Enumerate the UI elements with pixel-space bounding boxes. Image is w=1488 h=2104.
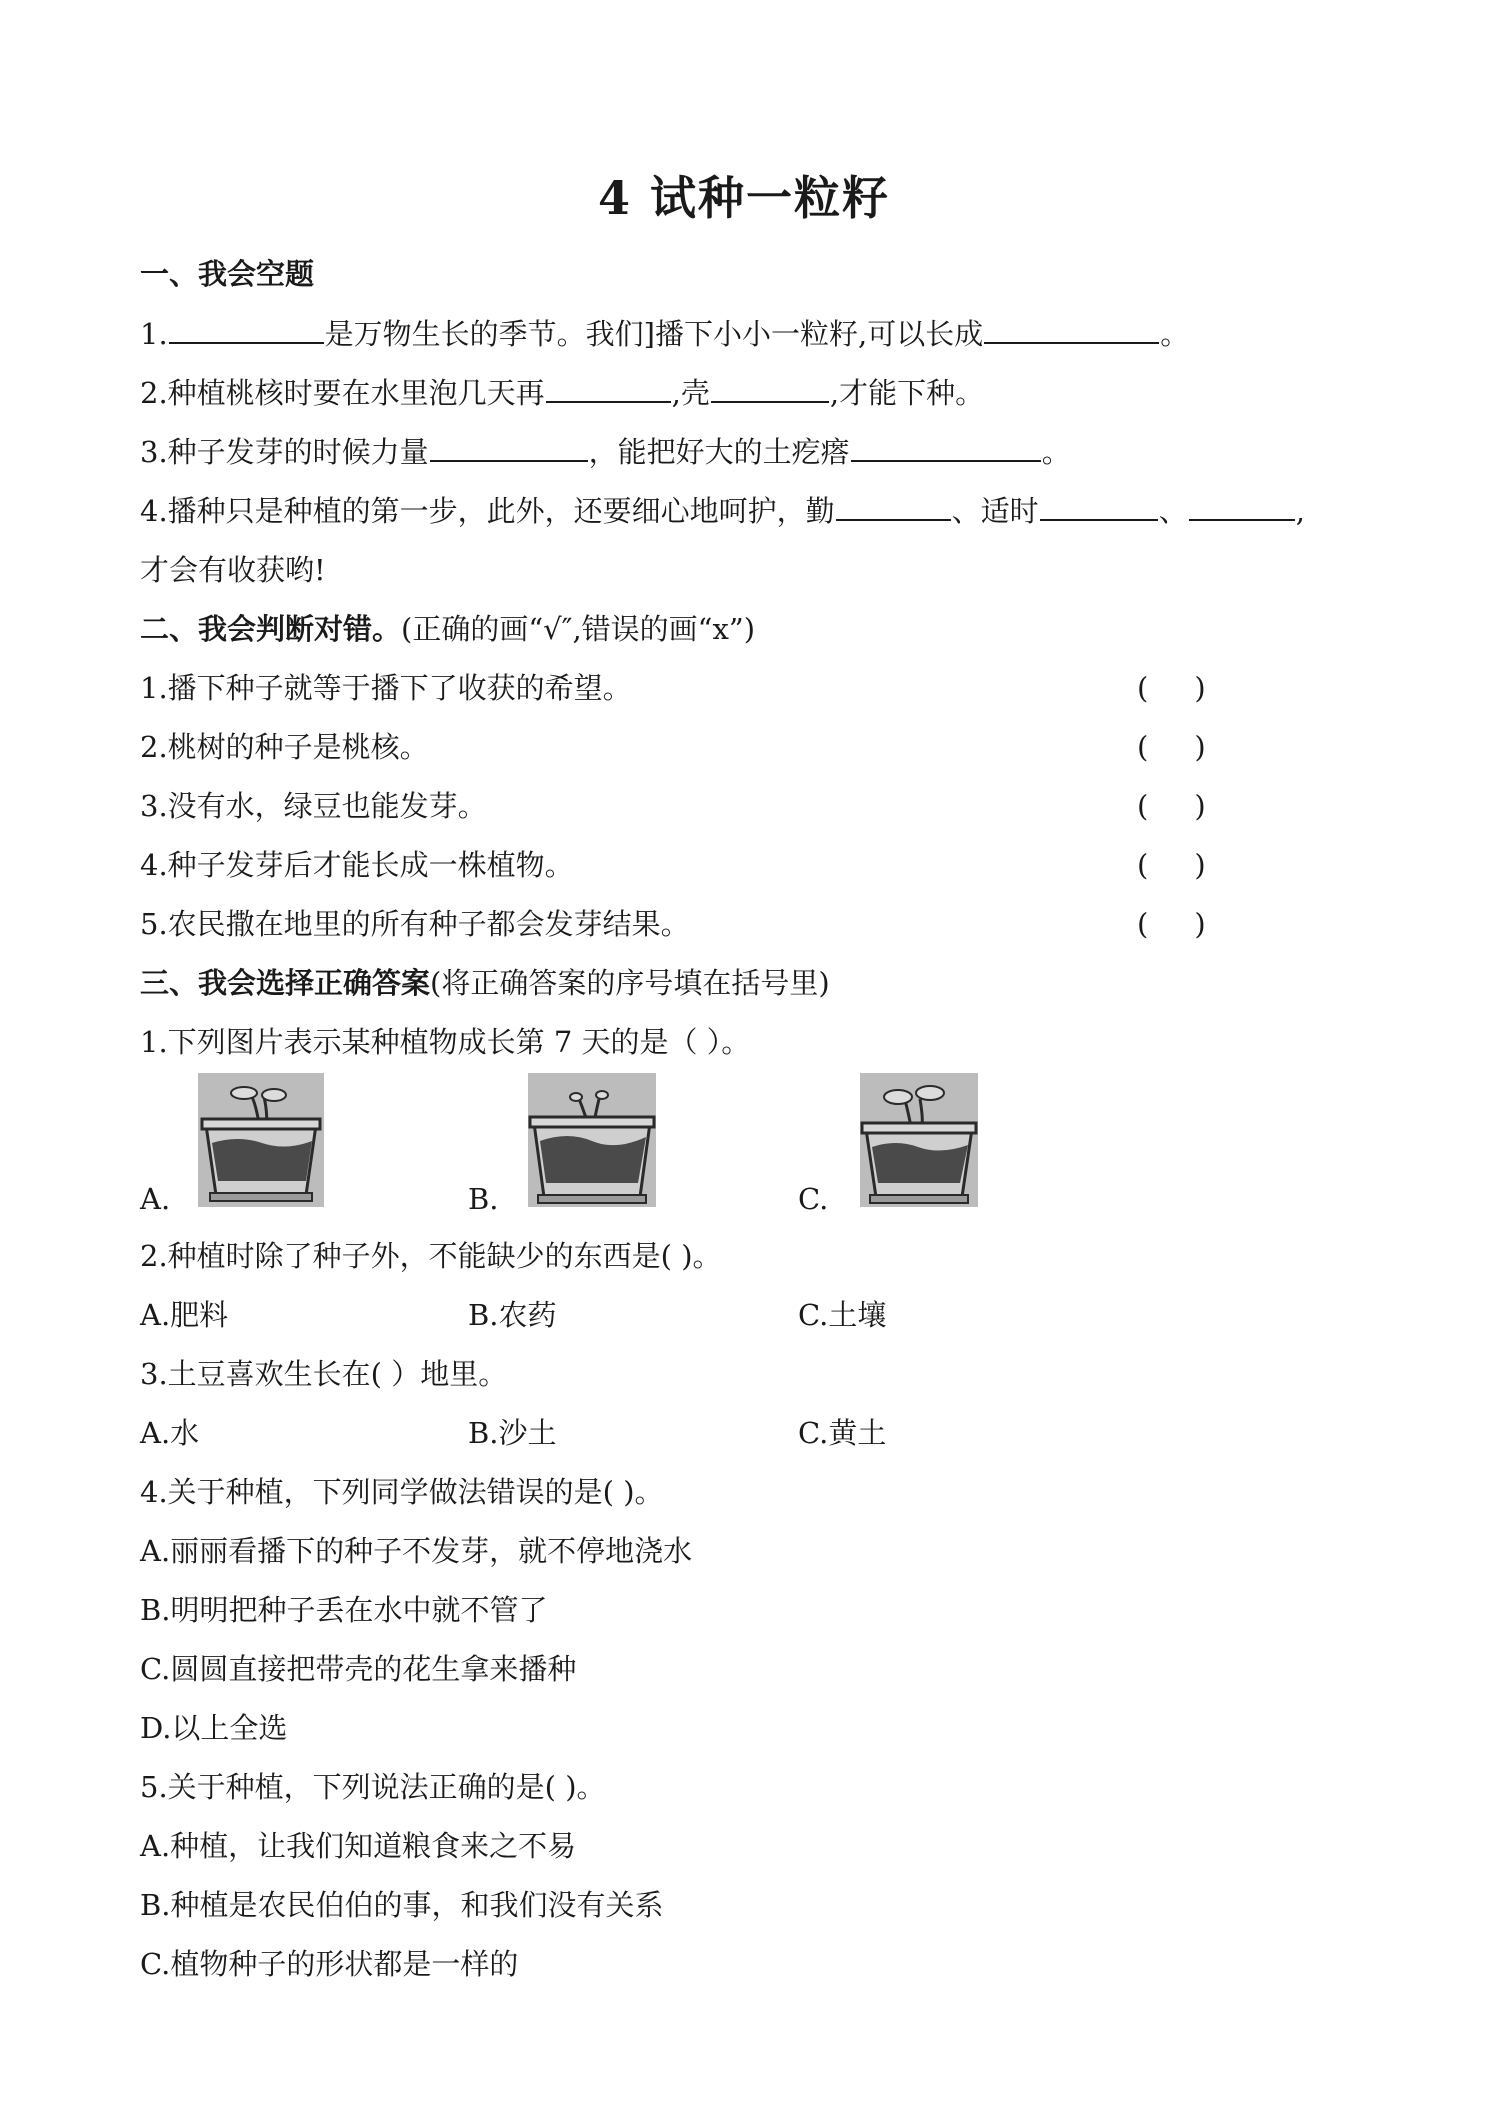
plant-pot-image-c[interactable] bbox=[860, 1073, 978, 1207]
option-c: C.植物种子的形状都是一样的 bbox=[140, 1947, 519, 1981]
option-a: A.肥料 bbox=[140, 1298, 229, 1332]
section2-note: (正确的画“√″,错误的画“x”) bbox=[401, 612, 756, 646]
plant-pot-a-drawing bbox=[198, 1073, 324, 1207]
option-b: B.农药 bbox=[468, 1298, 557, 1332]
section1-heading: 一、我会空题 bbox=[140, 257, 315, 291]
s3-question-4: 4.关于种植，下列同学做法错误的是( )。 bbox=[140, 1475, 664, 1509]
option-d: D.以上全选 bbox=[140, 1711, 288, 1745]
answer-blank[interactable] bbox=[169, 314, 324, 344]
s1-question-3: 3.种子发芽的时候力量 ，能把好大的土疙瘩 。 bbox=[140, 432, 1071, 472]
s3-question-2: 2.种植时除了种子外，不能缺少的东西是( )。 bbox=[140, 1239, 722, 1273]
option-c: C.圆圆直接把带壳的花生拿来播种 bbox=[140, 1652, 577, 1686]
option-b-label: B. bbox=[468, 1182, 499, 1216]
judge-item: 5.农民撒在地里的所有种子都会发芽结果。 bbox=[140, 907, 690, 941]
answer-parentheses[interactable]: ( ) bbox=[1137, 789, 1206, 823]
s1-question-1: 1. 是万物生长的季节。我们]播下小小一粒籽,可以长成 。 bbox=[140, 314, 1189, 354]
plant-pot-c-drawing bbox=[860, 1073, 978, 1207]
answer-parentheses[interactable]: ( ) bbox=[1137, 907, 1206, 941]
section3-note: (将正确答案的序号填在括号里) bbox=[430, 966, 830, 1000]
section3-heading: 三、我会选择正确答案(将正确答案的序号填在括号里) bbox=[140, 966, 830, 1000]
answer-parentheses[interactable]: ( ) bbox=[1137, 730, 1206, 764]
answer-blank[interactable] bbox=[851, 432, 1041, 462]
option-a: A.水 bbox=[140, 1416, 200, 1450]
plant-pot-image-b[interactable] bbox=[528, 1073, 656, 1207]
option-a-label: A. bbox=[140, 1182, 171, 1216]
section2-heading: 二、我会判断对错。(正确的画“√″,错误的画“x”) bbox=[140, 612, 756, 646]
plant-pot-b-drawing bbox=[528, 1073, 656, 1207]
judge-item: 2.桃树的种子是桃核。 bbox=[140, 730, 429, 764]
option-a: A.丽丽看播下的种子不发芽，就不停地浇水 bbox=[140, 1534, 693, 1568]
option-c: C.黄土 bbox=[798, 1416, 887, 1450]
s3-question-3: 3.土豆喜欢生长在( ）地里。 bbox=[140, 1357, 508, 1391]
option-a: A.种植，让我们知道粮食来之不易 bbox=[140, 1829, 577, 1863]
judge-item: 3.没有水，绿豆也能发芽。 bbox=[140, 789, 487, 823]
answer-blank[interactable] bbox=[430, 432, 588, 462]
answer-parentheses[interactable]: ( ) bbox=[1137, 671, 1206, 705]
answer-blank[interactable] bbox=[836, 491, 951, 521]
s3-question-5: 5.关于种植，下列说法正确的是( )。 bbox=[140, 1770, 606, 1804]
answer-blank[interactable] bbox=[711, 373, 829, 403]
answer-blank[interactable] bbox=[984, 314, 1159, 344]
option-b: B.种植是农民伯伯的事，和我们没有关系 bbox=[140, 1888, 664, 1922]
option-b: B.明明把种子丢在水中就不管了 bbox=[140, 1593, 548, 1627]
option-c: C.土壤 bbox=[798, 1298, 887, 1332]
s1-question-4-continued: 才会有收获哟! bbox=[140, 553, 326, 587]
answer-blank[interactable] bbox=[1189, 491, 1295, 521]
plant-pot-image-a[interactable] bbox=[198, 1073, 324, 1207]
answer-parentheses[interactable]: ( ) bbox=[1137, 848, 1206, 882]
s3-question-1: 1.下列图片表示某种植物成长第 7 天的是（ ）。 bbox=[140, 1025, 751, 1059]
answer-blank[interactable] bbox=[1040, 491, 1158, 521]
option-b: B.沙土 bbox=[468, 1416, 557, 1450]
s1-question-2: 2.种植桃核时要在水里泡几天再 ,壳 ,才能下种。 bbox=[140, 373, 984, 413]
answer-blank[interactable] bbox=[546, 373, 671, 403]
judge-item: 4.种子发芽后才能长成一株植物。 bbox=[140, 848, 574, 882]
s1-question-4: 4.播种只是种植的第一步，此外，还要细心地呵护，勤 、适时 、 , bbox=[140, 491, 1305, 531]
page-title: 4 试种一粒籽 bbox=[597, 171, 891, 225]
judge-item: 1.播下种子就等于播下了收获的希望。 bbox=[140, 671, 632, 705]
option-c-label: C. bbox=[798, 1182, 829, 1216]
